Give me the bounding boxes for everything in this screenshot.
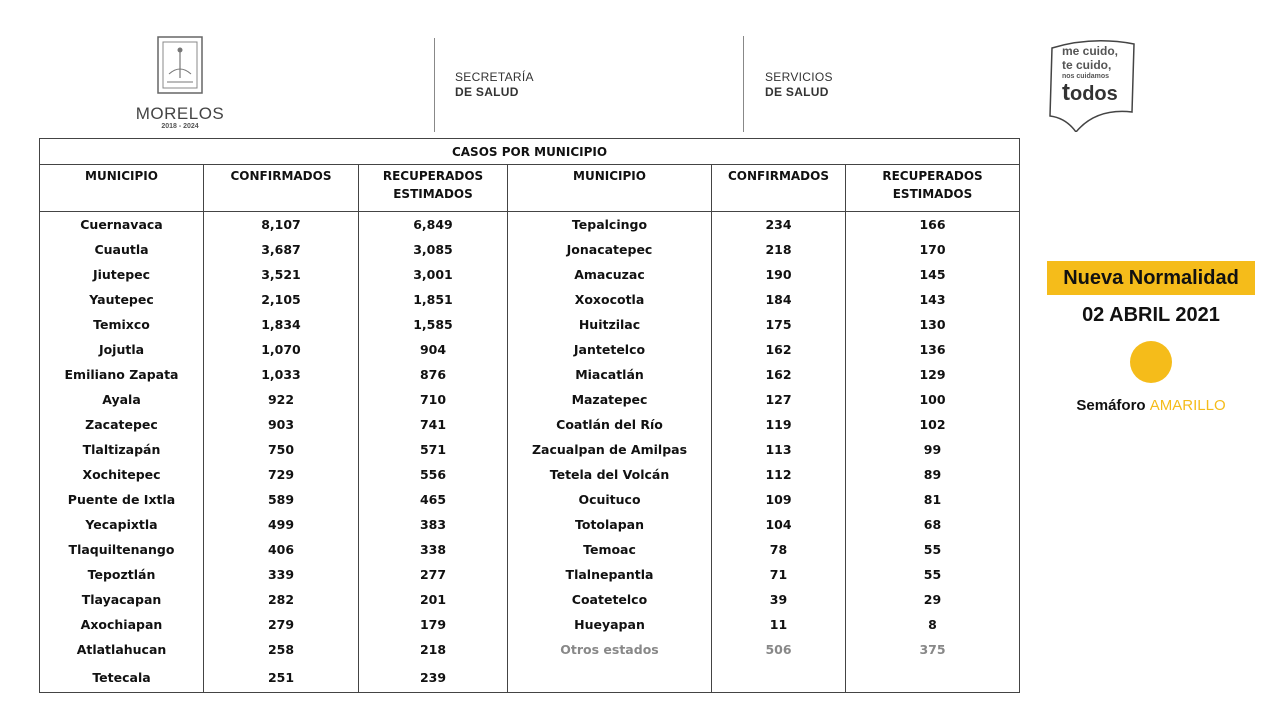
- confirmados-cell: 175: [712, 312, 846, 337]
- municipio-cell: Totolapan: [508, 512, 712, 537]
- municipio-cell: Otros estados: [508, 637, 712, 662]
- municipio-cell: Temixco: [40, 312, 204, 337]
- recuperados-cell: 6,849: [359, 212, 508, 238]
- confirmados-cell: 78: [712, 537, 846, 562]
- municipio-cell: Coatlán del Río: [508, 412, 712, 437]
- servicios-line2: DE SALUD: [765, 85, 829, 99]
- recuperados-cell: 556: [359, 462, 508, 487]
- municipio-cell: Miacatlán: [508, 362, 712, 387]
- municipio-cell: [508, 662, 712, 693]
- municipio-cell: Temoac: [508, 537, 712, 562]
- recuperados-cell: 904: [359, 337, 508, 362]
- servicios-salud-label: [765, 70, 833, 100]
- municipio-cell: Tetela del Volcán: [508, 462, 712, 487]
- recuperados-cell: [846, 662, 1020, 693]
- municipio-cell: Tlalnepantla: [508, 562, 712, 587]
- recuperados-cell: 710: [359, 387, 508, 412]
- recuperados-cell: 170: [846, 237, 1020, 262]
- col-recuperados: RECUPERADOS ESTIMADOS: [359, 165, 508, 212]
- confirmados-cell: 3,687: [204, 237, 359, 262]
- recuperados-cell: 571: [359, 437, 508, 462]
- confirmados-cell: 104: [712, 512, 846, 537]
- municipio-cell: Ocuituco: [508, 487, 712, 512]
- confirmados-cell: 251: [204, 662, 359, 693]
- recuperados-cell: 179: [359, 612, 508, 637]
- confirmados-cell: 162: [712, 362, 846, 387]
- recuperados-cell: 383: [359, 512, 508, 537]
- semaforo-panel: [1046, 261, 1256, 415]
- recuperados-cell: 338: [359, 537, 508, 562]
- recuperados-cell: 143: [846, 287, 1020, 312]
- confirmados-cell: 1,834: [204, 312, 359, 337]
- col-municipio: MUNICIPIO: [40, 165, 204, 212]
- table-row: [40, 362, 1020, 387]
- municipio-cell: Cuautla: [40, 237, 204, 262]
- municipio-cell: Yautepec: [40, 287, 204, 312]
- table-row: [40, 237, 1020, 262]
- secretaria-salud-label: [455, 70, 534, 100]
- confirmados-cell: 729: [204, 462, 359, 487]
- recuperados-cell: 277: [359, 562, 508, 587]
- recuperados-cell: 89: [846, 462, 1020, 487]
- table-row: [40, 562, 1020, 587]
- confirmados-cell: 71: [712, 562, 846, 587]
- municipio-cell: Yecapixtla: [40, 512, 204, 537]
- municipio-cell: Emiliano Zapata: [40, 362, 204, 387]
- recuperados-cell: 55: [846, 537, 1020, 562]
- recuperados-cell: 876: [359, 362, 508, 387]
- table-row: [40, 287, 1020, 312]
- confirmados-cell: 119: [712, 412, 846, 437]
- confirmados-cell: 127: [712, 387, 846, 412]
- confirmados-cell: 218: [712, 237, 846, 262]
- table-row: [40, 487, 1020, 512]
- confirmados-cell: 8,107: [204, 212, 359, 238]
- servicios-line1: SERVICIOS: [765, 70, 833, 84]
- confirmados-cell: 282: [204, 587, 359, 612]
- secretaria-line2: DE SALUD: [455, 85, 519, 99]
- col-recuperados: RECUPERADOS ESTIMADOS: [846, 165, 1020, 212]
- confirmados-cell: 39: [712, 587, 846, 612]
- confirmados-cell: 922: [204, 387, 359, 412]
- confirmados-cell: 589: [204, 487, 359, 512]
- municipio-cell: Xoxocotla: [508, 287, 712, 312]
- table-row: [40, 312, 1020, 337]
- morelos-seal-icon: [155, 34, 205, 96]
- table-row: [40, 462, 1020, 487]
- table-row: [40, 512, 1020, 537]
- confirmados-cell: 258: [204, 637, 359, 662]
- municipio-cell: Atlatlahucan: [40, 637, 204, 662]
- recuperados-cell: 130: [846, 312, 1020, 337]
- motto-line3: nos cuidamos: [1062, 73, 1110, 80]
- table-row: [40, 212, 1020, 238]
- municipio-cell: Hueyapan: [508, 612, 712, 637]
- secretaria-line1: SECRETARÍA: [455, 70, 534, 84]
- confirmados-cell: 1,070: [204, 337, 359, 362]
- table-row: [40, 662, 1020, 693]
- recuperados-cell: 136: [846, 337, 1020, 362]
- recuperados-cell: 201: [359, 587, 508, 612]
- recuperados-cell: 465: [359, 487, 508, 512]
- confirmados-cell: 190: [712, 262, 846, 287]
- col-confirmados: CONFIRMADOS: [712, 165, 846, 212]
- confirmados-cell: 1,033: [204, 362, 359, 387]
- recuperados-cell: 29: [846, 587, 1020, 612]
- recuperados-cell: 741: [359, 412, 508, 437]
- motto-logo: [1046, 38, 1138, 132]
- recuperados-cell: 68: [846, 512, 1020, 537]
- municipio-cell: Tlaquiltenango: [40, 537, 204, 562]
- confirmados-cell: [712, 662, 846, 693]
- recuperados-cell: 100: [846, 387, 1020, 412]
- municipio-cell: Zacatepec: [40, 412, 204, 437]
- confirmados-cell: 506: [712, 637, 846, 662]
- header-divider: [434, 38, 435, 132]
- municipio-cell: Tepoztlán: [40, 562, 204, 587]
- recuperados-cell: 1,585: [359, 312, 508, 337]
- confirmados-cell: 406: [204, 537, 359, 562]
- report-date: 02 ABRIL 2021: [1082, 304, 1220, 326]
- table-row: [40, 337, 1020, 362]
- confirmados-cell: 184: [712, 287, 846, 312]
- confirmados-cell: 903: [204, 412, 359, 437]
- municipio-cell: Amacuzac: [508, 262, 712, 287]
- col-municipio: MUNICIPIO: [508, 165, 712, 212]
- table-row: [40, 587, 1020, 612]
- table-row: [40, 537, 1020, 562]
- cases-table: [39, 138, 1020, 693]
- municipio-cell: Huitzilac: [508, 312, 712, 337]
- table-row: [40, 437, 1020, 462]
- recuperados-cell: 1,851: [359, 287, 508, 312]
- table-title: CASOS POR MUNICIPIO: [40, 139, 1020, 165]
- confirmados-cell: 2,105: [204, 287, 359, 312]
- confirmados-cell: 11: [712, 612, 846, 637]
- morelos-logo: [118, 34, 242, 131]
- confirmados-cell: 750: [204, 437, 359, 462]
- recuperados-cell: 129: [846, 362, 1020, 387]
- table-row: [40, 387, 1020, 412]
- motto-line2: te cuido,: [1062, 58, 1112, 72]
- confirmados-cell: 234: [712, 212, 846, 238]
- col-confirmados: CONFIRMADOS: [204, 165, 359, 212]
- recuperados-cell: 102: [846, 412, 1020, 437]
- state-name: MORELOS: [135, 104, 225, 123]
- recuperados-cell: 166: [846, 212, 1020, 238]
- motto-line1: me cuido,: [1062, 44, 1119, 58]
- traffic-light-icon: [1130, 341, 1172, 383]
- municipio-cell: Ayala: [40, 387, 204, 412]
- municipio-cell: Tlayacapan: [40, 587, 204, 612]
- municipio-cell: Zacualpan de Amilpas: [508, 437, 712, 462]
- confirmados-cell: 162: [712, 337, 846, 362]
- municipio-cell: Cuernavaca: [40, 212, 204, 238]
- nueva-normalidad-badge: Nueva Normalidad: [1047, 261, 1255, 295]
- table-row: [40, 262, 1020, 287]
- header-divider: [743, 36, 744, 132]
- semaforo-status: [1046, 397, 1256, 415]
- state-years: 2018 - 2024: [161, 123, 199, 130]
- municipio-cell: Tlaltizapán: [40, 437, 204, 462]
- motto-line4-t: t: [1062, 79, 1070, 106]
- municipio-cell: Tetecala: [40, 662, 204, 693]
- municipio-cell: Jojutla: [40, 337, 204, 362]
- recuperados-cell: 3,085: [359, 237, 508, 262]
- municipio-cell: Tepalcingo: [508, 212, 712, 238]
- recuperados-cell: 239: [359, 662, 508, 693]
- recuperados-cell: 145: [846, 262, 1020, 287]
- recuperados-cell: 55: [846, 562, 1020, 587]
- municipio-cell: Jonacatepec: [508, 237, 712, 262]
- semaforo-label: Semáforo: [1076, 397, 1146, 414]
- municipio-cell: Jantetelco: [508, 337, 712, 362]
- motto-line4-rest: odos: [1070, 83, 1118, 105]
- confirmados-cell: 3,521: [204, 262, 359, 287]
- recuperados-cell: 99: [846, 437, 1020, 462]
- recuperados-cell: 3,001: [359, 262, 508, 287]
- confirmados-cell: 499: [204, 512, 359, 537]
- municipio-cell: Xochitepec: [40, 462, 204, 487]
- recuperados-cell: 81: [846, 487, 1020, 512]
- table-row: [40, 612, 1020, 637]
- semaforo-value: AMARILLO: [1149, 397, 1226, 414]
- confirmados-cell: 113: [712, 437, 846, 462]
- confirmados-cell: 112: [712, 462, 846, 487]
- table-row: [40, 637, 1020, 662]
- municipio-cell: Jiutepec: [40, 262, 204, 287]
- confirmados-cell: 109: [712, 487, 846, 512]
- recuperados-cell: 8: [846, 612, 1020, 637]
- municipio-cell: Axochiapan: [40, 612, 204, 637]
- municipio-cell: Puente de Ixtla: [40, 487, 204, 512]
- confirmados-cell: 339: [204, 562, 359, 587]
- municipio-cell: Mazatepec: [508, 387, 712, 412]
- confirmados-cell: 279: [204, 612, 359, 637]
- table-row: [40, 412, 1020, 437]
- recuperados-cell: 218: [359, 637, 508, 662]
- recuperados-cell: 375: [846, 637, 1020, 662]
- municipio-cell: Coatetelco: [508, 587, 712, 612]
